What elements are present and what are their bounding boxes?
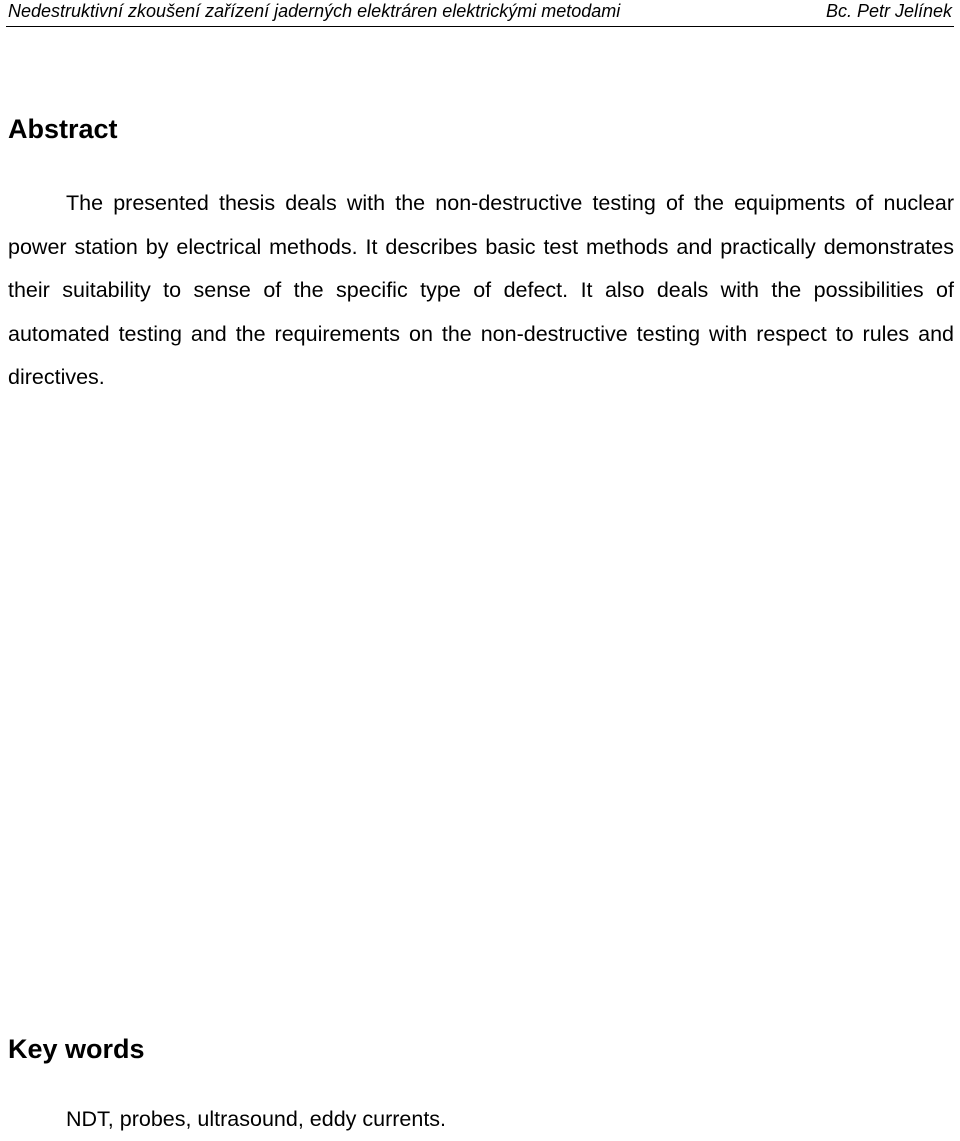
header-title: Nedestruktivní zkoušení zařízení jaderných elektráren elektrickými metodami [8,1,621,21]
running-header [6,0,954,27]
keywords-text: NDT, probes, ultrasound, eddy currents. [66,1107,447,1131]
keywords-heading: Key words [8,1034,145,1064]
header-author: Bc. Petr Jelínek [825,1,952,21]
abstract-heading: Abstract [8,114,118,144]
abstract-text: The presented thesis deals with the non-destructive testing of the equipments of nuclear power station by electrical methods. It describes basic test methods and practically demonstrates their suitability to sense of the specific type of defect. It also deals with the possibilities of automated testing and the requirements on the non-destructive testing with respect to rules and directives. [8,191,954,389]
